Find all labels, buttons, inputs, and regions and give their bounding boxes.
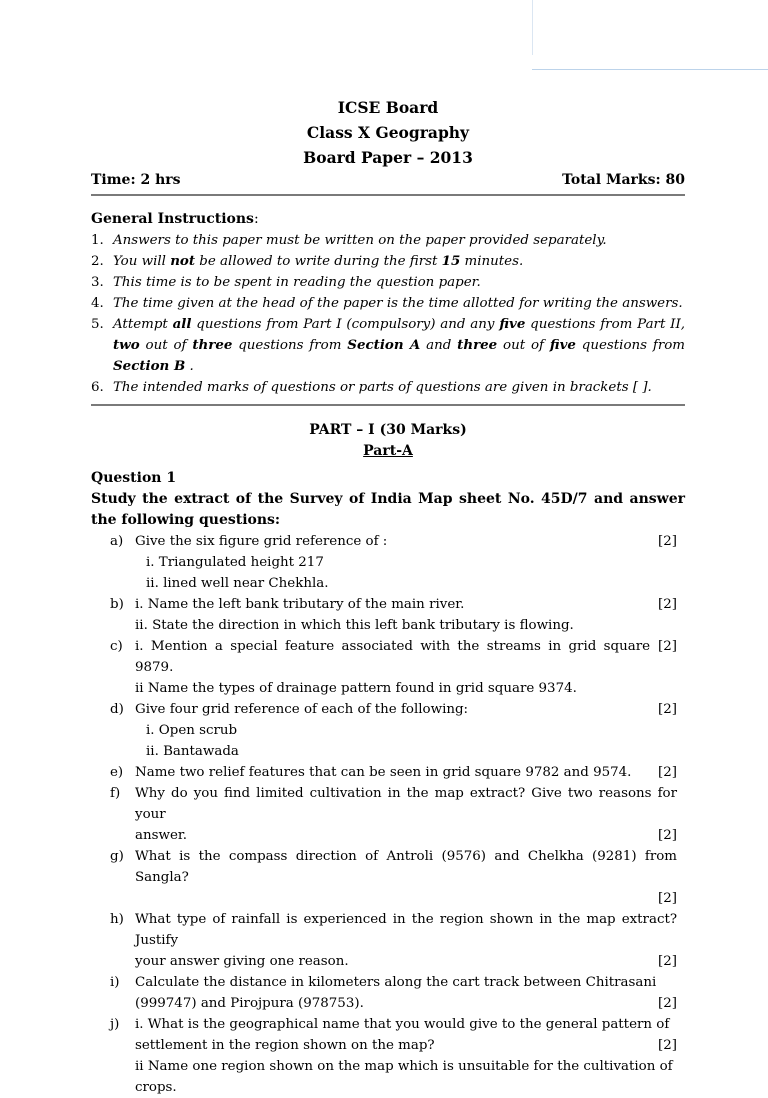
question-heading: Question 1 bbox=[91, 470, 177, 486]
board-title: ICSE Board bbox=[337, 98, 439, 117]
sub-question-g: g) What is the compass direction of Antroli (9576) and Chelkha (9281) from Sangla? [2] bbox=[110, 849, 677, 906]
page-corner-line-horizontal bbox=[532, 69, 768, 70]
divider bbox=[91, 404, 685, 406]
paper-title: Board Paper – 2013 bbox=[303, 148, 473, 167]
sub-question-f: f) Why do you find limited cultivation in the map extract? Give two reasons for your answer. [2] bbox=[110, 783, 677, 846]
marks-label: [2] bbox=[658, 891, 677, 906]
marks-label: [2] bbox=[658, 828, 677, 843]
part-title: PART – I (30 Marks) bbox=[309, 422, 467, 438]
instruction-item: 5. Attempt all questions from Part I (compulsory) and any five questions from Part II, two out of three questions from Section A and three out of five questions from Section B . bbox=[91, 316, 685, 374]
instructions-list bbox=[91, 230, 685, 398]
exam-paper bbox=[91, 95, 685, 1098]
instruction-item: 3. This time is to be spent in reading the question paper. bbox=[91, 275, 481, 290]
instruction-item: 2. You will not be allowed to write during the first 15 minutes. bbox=[91, 253, 524, 269]
sub-question-j: j) i. What is the geographical name that you would give to the general pattern of settlement in the region shown on the map? [2] ii Name one region shown on the map which is unsuitable for the cultivation of crops. bbox=[110, 1017, 677, 1095]
marks-label: [2] bbox=[658, 702, 677, 717]
instructions-heading: General Instructions: bbox=[91, 211, 259, 227]
instruction-item: 6. The intended marks of questions or parts of questions are given in brackets [ ]. bbox=[91, 380, 652, 395]
marks-label: [2] bbox=[658, 996, 677, 1011]
section-title: Part-A bbox=[363, 443, 413, 459]
marks-label: [2] bbox=[658, 534, 677, 549]
sub-question-e: e) Name two relief features that can be seen in grid square 9782 and 9574. [2] bbox=[110, 762, 677, 783]
instruction-item: 1. Answers to this paper must be written on the paper provided separately. bbox=[91, 233, 607, 248]
sub-question-b: b) i. Name the left bank tributary of the main river. [2] ii. State the direction in which this left bank tributary is flowing. bbox=[110, 594, 677, 636]
marks-label: [2] bbox=[658, 597, 677, 612]
time-label: Time: 2 hrs bbox=[91, 172, 181, 188]
instruction-item: 4. The time given at the head of the paper is the time allotted for writing the answers. bbox=[91, 296, 683, 311]
question-intro: Study the extract of the Survey of India Map sheet No. 45D/7 and answer the following questions: bbox=[91, 491, 685, 528]
sub-question-d: d) Give four grid reference of each of the following: [2] i. Open scrub ii. Bantawada bbox=[110, 699, 677, 762]
divider bbox=[91, 194, 685, 196]
page-corner-line-vertical bbox=[532, 0, 533, 55]
paper-meta bbox=[91, 171, 685, 189]
sub-questions bbox=[110, 531, 677, 1098]
sub-question-a: a) Give the six figure grid reference of : [2] i. Triangulated height 217 ii. lined well near Chekhla. bbox=[110, 531, 677, 594]
marks-label: [2] bbox=[658, 639, 677, 654]
marks-label: [2] bbox=[658, 1038, 677, 1053]
sub-question-c: c) i. Mention a special feature associated with the streams in grid square 9879. [2] ii Name the types of drainage pattern found in grid square 9374. bbox=[110, 636, 677, 699]
class-title: Class X Geography bbox=[306, 123, 470, 142]
marks-label: [2] bbox=[658, 954, 677, 969]
sub-question-i: i) Calculate the distance in kilometers along the cart track between Chitrasani (999747) and Pirojpura (978753). [2] bbox=[110, 972, 677, 1014]
marks-label: [2] bbox=[658, 765, 677, 780]
total-marks-label: Total Marks: 80 bbox=[562, 172, 685, 188]
sub-question-h: h) What type of rainfall is experienced in the region shown in the map extract? Justify your answer giving one reason. [2] bbox=[110, 909, 677, 972]
